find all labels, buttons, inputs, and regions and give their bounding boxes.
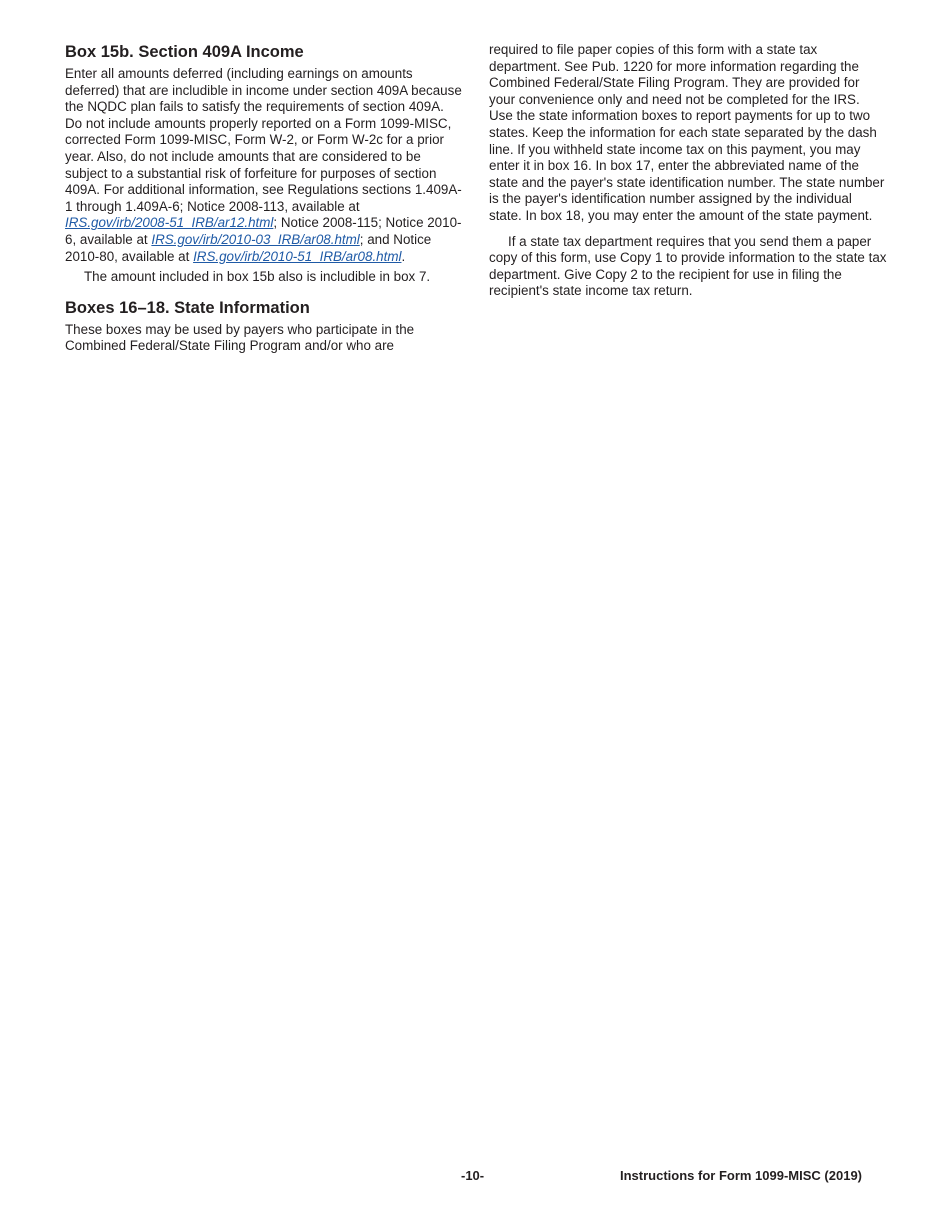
- state-info-paragraph-start: These boxes may be used by payers who participate in the Combined Federal/State Filing Program and/or who are: [65, 321, 415, 354]
- link-notice-2010-6[interactable]: IRS.gov/irb/2010-03_IRB/ar08.html: [151, 231, 360, 247]
- link-notice-2010-80[interactable]: IRS.gov/irb/2010-51_IRB/ar08.html: [193, 248, 402, 264]
- state-copy-paragraph: If a state tax department requires that you send them a paper copy of this form, use Copy 1 to provide information to the state tax department. Give Copy 2 to the recipient for use in filing the recipient's state income tax return.: [489, 233, 887, 299]
- box15b-text-a: Enter all amounts deferred (including earnings on amounts deferred) that are includible in income under section 409A because the NQDC plan fails to satisfy the requirements of section 409A. Do not include amounts properly reported on a Form 1099-MISC, corrected Form 1099-MISC, Form W-2, or Form W-2c for a prior year. Also, do not include amounts that are considered to be subject to a substantial risk of forfeiture for purposes of section 409A. For additional information, see Regulations sections 1.409A-1 through 1.409A-6; Notice 2008-113, available at: [65, 66, 462, 214]
- left-column: [65, 42, 463, 355]
- box15b-text-d: .: [401, 248, 406, 264]
- box15b-note-paragraph: The amount included in box 15b also is includible in box 7.: [84, 269, 431, 285]
- box15b-paragraph: [65, 66, 463, 265]
- right-column: [489, 42, 887, 300]
- document-title-footer: Instructions for Form 1099-MISC (2019): [620, 1168, 862, 1183]
- section-heading-state-info: Boxes 16–18. State Information: [65, 298, 310, 317]
- link-notice-2008-113[interactable]: IRS.gov/irb/2008-51_IRB/ar12.html: [65, 215, 274, 231]
- section-heading-box15b: Box 15b. Section 409A Income: [65, 43, 304, 61]
- box15b-text-c: ; and Notice 2010-80, available at: [65, 231, 432, 264]
- page-number: -10-: [461, 1168, 485, 1183]
- state-info-paragraph-continued: required to file paper copies of this form with a state tax department. See Pub. 1220 for more information regarding the Combined Federal/State Filing Program. They are provided for your convenience only and need not be completed for the IRS. Use the state information boxes to report payments for up to two states. Keep the information for each state separated by the dash line. If you withheld state income tax on this payment, you may enter it in box 16. In box 17, enter the abbreviated name of the state and the payer's state identification number. The state number is the payer's identification number assigned by the individual state. In box 18, you may enter the amount of the state payment.: [489, 42, 885, 223]
- box15b-text-b: ; Notice 2008-115; Notice 2010-6, available at: [65, 215, 462, 247]
